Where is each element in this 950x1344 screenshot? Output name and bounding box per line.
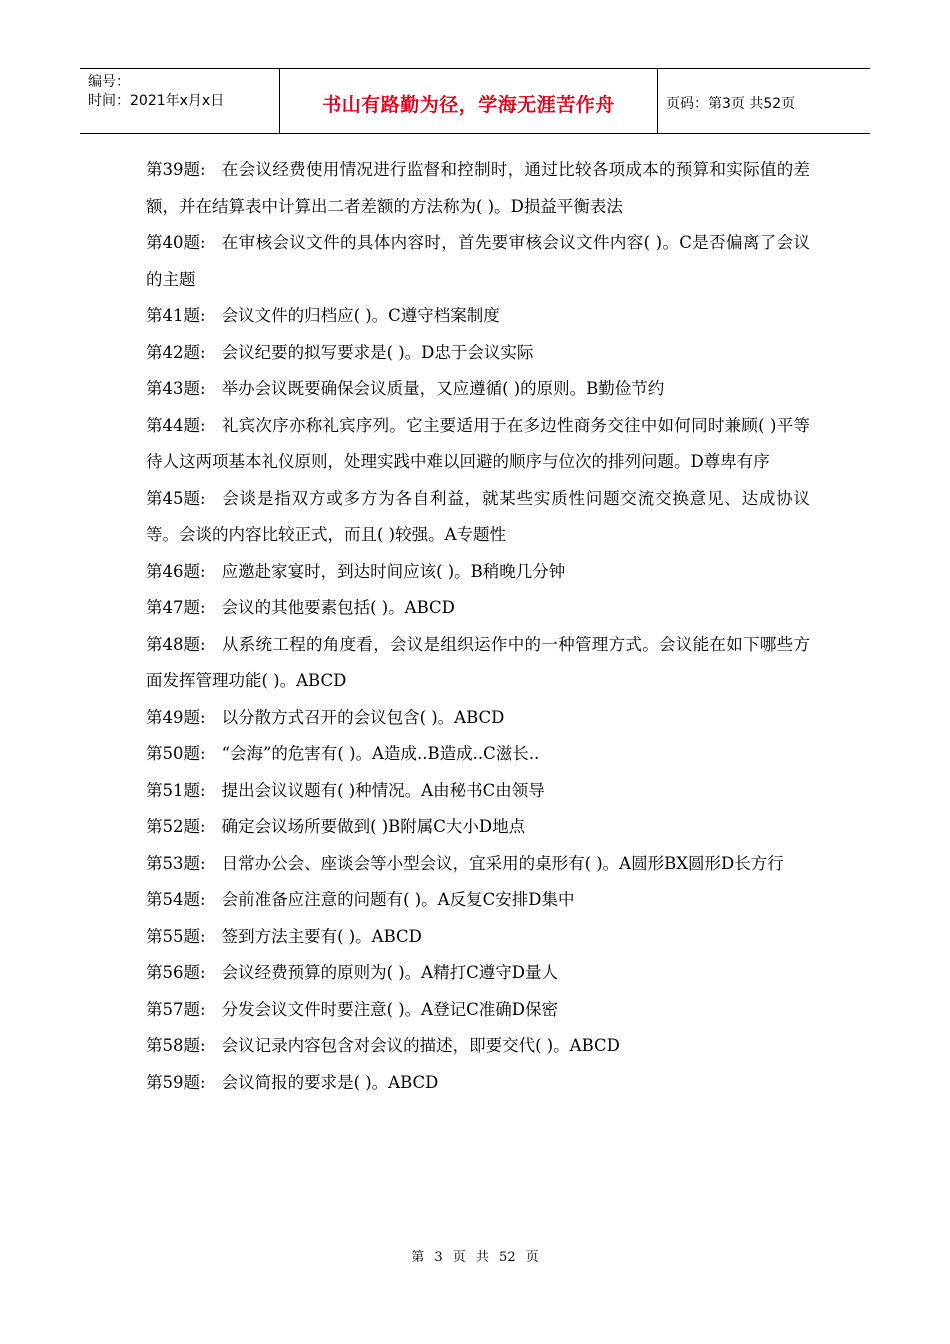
question-text: 在审核会议文件的具体内容时，首先要审核会议文件内容( )。C是否偏离了会议的主题 [146, 233, 810, 289]
question-text: 举办会议既要确保会议质量，又应遵循( )的原则。B勤俭节约 [221, 379, 665, 398]
question-text: 确定会议场所要做到( )B附属C大小D地点 [221, 817, 526, 836]
question-text: 日常办公会、座谈会等小型会议，宜采用的桌形有( )。A圆形BX圆形D长方行 [221, 853, 784, 873]
date-label: 时间：2021年x月x日 [88, 93, 225, 109]
question-number: 第44题: [146, 415, 206, 435]
question-item [146, 627, 810, 700]
header-meta [80, 69, 280, 133]
question-item [146, 1028, 810, 1065]
page-footer: 第 3 页 共 52 页 [411, 1250, 539, 1265]
question-number: 第39题: [146, 160, 206, 179]
question-item [146, 992, 810, 1029]
question-text: 在会议经费使用情况进行监督和控制时，通过比较各项成本的预算和实际值的差额，并在结算表中计算出二者差额的方法称为( )。D损益平衡表法 [146, 160, 810, 216]
question-number: 第40题: [146, 233, 206, 252]
question-text: 会谈是指双方或多方为各自利益，就某些实质性问题交流交换意见、达成协议等。会谈的内容比较正式，而且( )较强。A专题性 [146, 488, 810, 544]
question-item [146, 919, 810, 956]
question-text: 签到方法主要有( )。ABCD [221, 926, 422, 946]
question-text: “会海”的危害有( )。A造成..B造成..C滋长.. [221, 744, 540, 763]
question-number: 第52题: [146, 817, 206, 836]
question-item [146, 298, 810, 335]
question-text: 以分散方式召开的会议包含( )。ABCD [221, 707, 505, 727]
question-item [146, 225, 810, 298]
question-number: 第53题: [146, 853, 206, 873]
question-number: 第55题: [146, 926, 206, 946]
question-number: 第50题: [146, 744, 206, 763]
question-item [146, 371, 810, 408]
question-item [146, 882, 810, 919]
question-item [146, 481, 810, 554]
code-label: 编号： [88, 74, 130, 90]
question-item [146, 590, 810, 627]
question-number: 第49题: [146, 707, 206, 727]
question-item [146, 554, 810, 591]
question-number: 第47题: [146, 598, 206, 617]
question-number: 第46题: [146, 561, 206, 581]
question-number: 第45题: [146, 488, 206, 508]
question-list [146, 152, 810, 1101]
page-header [80, 68, 870, 134]
question-number: 第43题: [146, 379, 206, 398]
question-text: 应邀赴家宴时，到达时间应该( )。B稍晚几分钟 [221, 561, 566, 581]
question-text: 会议经费预算的原则为( )。A精打C遵守D量人 [221, 963, 558, 982]
question-number: 第48题: [146, 634, 206, 654]
question-item [146, 1065, 810, 1102]
question-item [146, 700, 810, 737]
question-number: 第41题: [146, 306, 206, 325]
question-number: 第57题: [146, 999, 206, 1019]
question-text: 会议文件的归档应( )。C遵守档案制度 [221, 306, 500, 325]
question-text: 会议简报的要求是( )。ABCD [221, 1072, 439, 1092]
question-item [146, 152, 810, 225]
question-item [146, 846, 810, 883]
question-item [146, 773, 810, 810]
question-number: 第42题: [146, 342, 206, 362]
question-item [146, 809, 810, 846]
question-text: 提出会议议题有( )种情况。A由秘书C由领导 [221, 780, 545, 800]
header-page-label: 页码：第3页 共52页 [666, 96, 796, 112]
question-number: 第51题: [146, 780, 206, 800]
question-item [146, 736, 810, 773]
question-text: 从系统工程的角度看，会议是组织运作中的一种管理方式。会议能在如下哪些方面发挥管理功能( )。ABCD [146, 634, 810, 690]
question-text: 分发会议文件时要注意( )。A登记C准确D保密 [221, 999, 558, 1019]
question-text: 礼宾次序亦称礼宾序列。它主要适用于在多边性商务交往中如何同时兼顾( )平等待人这两项基本礼仪原则，处理实践中难以回避的顺序与位次的排列问题。D尊卑有序 [146, 415, 810, 471]
header-motto: 书山有路勤为径，学海无涯苦作舟 [280, 69, 658, 133]
question-number: 第58题: [146, 1036, 206, 1055]
question-item [146, 955, 810, 992]
question-item [146, 408, 810, 481]
question-text: 会议纪要的拟写要求是( )。D忠于会议实际 [221, 342, 534, 362]
question-number: 第56题: [146, 963, 206, 982]
question-text: 会议记录内容包含对会议的描述，即要交代( )。ABCD [221, 1036, 620, 1055]
question-number: 第59题: [146, 1072, 206, 1092]
question-number: 第54题: [146, 890, 206, 909]
question-text: 会议的其他要素包括( )。ABCD [221, 598, 455, 617]
question-text: 会前准备应注意的问题有( )。A反复C安排D集中 [221, 890, 575, 909]
question-item [146, 335, 810, 372]
